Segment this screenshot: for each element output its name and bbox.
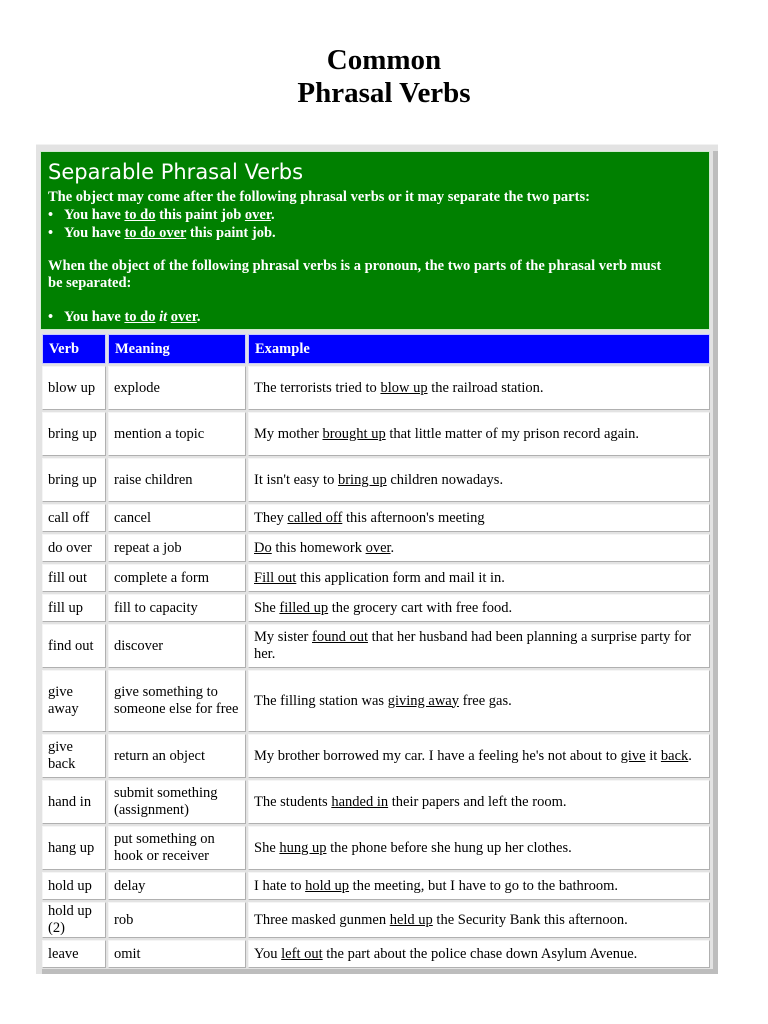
rule-line: When the object of the following phrasal verbs is a pronoun, the two parts of the phrasal verb must <box>48 258 662 274</box>
table-row <box>42 624 710 668</box>
table-row <box>42 534 710 562</box>
cell-verb: hang up <box>42 826 106 870</box>
cell-verb: bring up <box>42 412 106 456</box>
cell-example: She hung up the phone before she hung up her clothes. <box>248 826 710 870</box>
cell-meaning: discover <box>108 624 246 668</box>
page-title <box>0 44 768 110</box>
cell-verb: give away <box>42 670 106 732</box>
cell-example: I hate to hold up the meeting, but I have to go to the bathroom. <box>248 872 710 900</box>
header-meaning: Meaning <box>108 334 246 364</box>
page-title-line1: Common <box>326 44 442 76</box>
cell-verb: fill up <box>42 594 106 622</box>
table-row <box>42 412 710 456</box>
table-row <box>42 564 710 592</box>
bullet-text: You have to do this paint job over. <box>64 207 275 223</box>
header-verb: Verb <box>42 334 106 364</box>
cell-verb: bring up <box>42 458 106 502</box>
bullet-icon: • <box>48 225 54 241</box>
table-header-row <box>42 334 710 364</box>
cell-meaning: delay <box>108 872 246 900</box>
table-body <box>42 366 710 968</box>
cell-verb: do over <box>42 534 106 562</box>
cell-meaning: explode <box>108 366 246 410</box>
cell-meaning: repeat a job <box>108 534 246 562</box>
cell-example: They called off this afternoon's meeting <box>248 504 710 532</box>
cell-meaning: cancel <box>108 504 246 532</box>
intro-line: The object may come after the following phrasal verbs or it may separate the two parts: <box>48 189 590 205</box>
cell-meaning: submit something (assignment) <box>108 780 246 824</box>
table-row <box>42 780 710 824</box>
cell-verb: leave <box>42 940 106 968</box>
cell-meaning: mention a topic <box>108 412 246 456</box>
bullet-icon: • <box>48 207 54 223</box>
cell-example: My brother borrowed my car. I have a feeling he's not about to give it back. <box>248 734 710 778</box>
example-bullet <box>48 225 276 242</box>
phrasal-verbs-table <box>40 332 712 970</box>
cell-meaning: rob <box>108 902 246 938</box>
section-heading: Separable Phrasal Verbs <box>48 160 304 184</box>
cell-verb: hold up (2) <box>42 902 106 938</box>
table-row <box>42 902 710 938</box>
cell-example: It isn't easy to bring up children nowadays. <box>248 458 710 502</box>
cell-meaning: put something on hook or receiver <box>108 826 246 870</box>
cell-verb: hand in <box>42 780 106 824</box>
cell-meaning: fill to capacity <box>108 594 246 622</box>
cell-example: Three masked gunmen held up the Security Bank this afternoon. <box>248 902 710 938</box>
cell-verb: give back <box>42 734 106 778</box>
cell-example: You left out the part about the police chase down Asylum Avenue. <box>248 940 710 968</box>
rule-line-cont: be separated: <box>48 275 132 291</box>
cell-verb: blow up <box>42 366 106 410</box>
cell-verb: fill out <box>42 564 106 592</box>
cell-example: The students handed in their papers and left the room. <box>248 780 710 824</box>
cell-example: She filled up the grocery cart with free food. <box>248 594 710 622</box>
bullet-text: You have to do over this paint job. <box>64 225 276 241</box>
bullet-icon: • <box>48 309 54 325</box>
table-row <box>42 872 710 900</box>
cell-meaning: raise children <box>108 458 246 502</box>
cell-meaning: omit <box>108 940 246 968</box>
header-example: Example <box>248 334 710 364</box>
example-bullet <box>48 309 200 326</box>
example-bullet <box>48 207 275 224</box>
bullet-text: You have to do it over. <box>64 309 201 325</box>
page-title-line2: Phrasal Verbs <box>297 77 471 109</box>
cell-meaning: complete a form <box>108 564 246 592</box>
cell-verb: hold up <box>42 872 106 900</box>
intro-panel <box>40 151 710 330</box>
cell-meaning: return an object <box>108 734 246 778</box>
cell-example: My mother brought up that little matter of my prison record again. <box>248 412 710 456</box>
table-row <box>42 504 710 532</box>
cell-example: Do this homework over. <box>248 534 710 562</box>
cell-verb: call off <box>42 504 106 532</box>
table-row <box>42 594 710 622</box>
table-row <box>42 734 710 778</box>
cell-verb: find out <box>42 624 106 668</box>
table-row <box>42 458 710 502</box>
table-row <box>42 670 710 732</box>
cell-example: My sister found out that her husband had been planning a surprise party for her. <box>248 624 710 668</box>
cell-example: The terrorists tried to blow up the railroad station. <box>248 366 710 410</box>
cell-meaning: give something to someone else for free <box>108 670 246 732</box>
frame-shadow-right <box>713 151 718 974</box>
cell-example: The filling station was giving away free gas. <box>248 670 710 732</box>
table-row <box>42 940 710 968</box>
table-row <box>42 826 710 870</box>
table-row <box>42 366 710 410</box>
cell-example: Fill out this application form and mail it in. <box>248 564 710 592</box>
